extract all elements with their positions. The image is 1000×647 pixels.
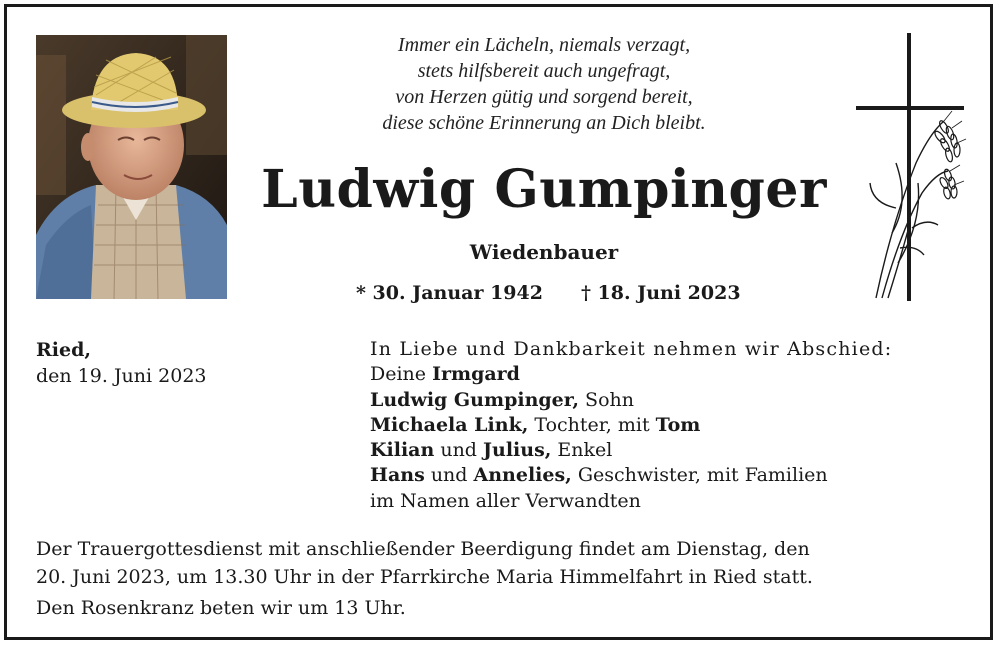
place-town: Ried,: [36, 339, 91, 361]
mourner-relation: Sohn: [579, 388, 634, 411]
poem-line: von Herzen gütig und sorgend bereit,: [395, 86, 693, 108]
death-date: † 18. Juni 2023: [581, 282, 741, 304]
mourner-line: [370, 388, 892, 413]
mourner-name: Ludwig Gumpinger,: [370, 388, 580, 411]
notice-date: den 19. Juni 2023: [36, 365, 207, 387]
memorial-poem: [330, 32, 758, 136]
service-info: [36, 535, 976, 622]
mourner-line: [370, 362, 892, 387]
mourner-name: Julius,: [483, 439, 552, 462]
farm-name: Wiedenbauer: [469, 240, 619, 264]
mourner-text: und: [424, 464, 474, 487]
place-date: [36, 337, 207, 389]
mourner-line: im Namen aller Verwandten: [370, 489, 641, 512]
mourner-name: Michaela Link,: [370, 413, 529, 436]
mourner-line: [370, 463, 892, 488]
mourner-relation: Geschwister, mit Familien: [571, 464, 828, 487]
portrait-photo: [36, 35, 227, 299]
mourner-name: Irmgard: [432, 363, 520, 386]
cross-with-wheat-icon: [852, 33, 968, 303]
mourner-text: und: [434, 439, 484, 462]
deceased-name: Ludwig Gumpinger: [261, 159, 827, 220]
mourner-name: Annelies,: [473, 464, 572, 487]
mourner-line: [370, 438, 892, 463]
rosary-text: Den Rosenkranz beten wir um 13 Uhr.: [36, 597, 406, 619]
birth-date: * 30. Januar 1942: [356, 282, 543, 304]
mourners-intro: In Liebe und Dankbarkeit nehmen wir Abschied:: [370, 338, 893, 360]
poem-line: stets hilfsbereit auch ungefragt,: [417, 60, 671, 82]
mourner-line: [370, 413, 892, 438]
mourner-relation: Tochter, mit: [528, 413, 656, 436]
funeral-text-line: 20. Juni 2023, um 13.30 Uhr in der Pfarrkirche Maria Himmelfahrt in Ried statt.: [36, 566, 813, 588]
mourner-name: Tom: [655, 413, 701, 436]
mourner-relation: Enkel: [551, 439, 613, 462]
mourners-list: [370, 337, 892, 514]
poem-line: diese schöne Erinnerung an Dich bleibt.: [382, 112, 706, 134]
mourner-name: Kilian: [370, 439, 435, 462]
funeral-text-line: Der Trauergottesdienst mit anschließender Beerdigung findet am Dienstag, den: [36, 538, 810, 560]
mourner-text: Deine: [370, 363, 433, 386]
poem-line: Immer ein Lächeln, niemals verzagt,: [397, 34, 691, 56]
mourner-name: Hans: [370, 464, 425, 487]
